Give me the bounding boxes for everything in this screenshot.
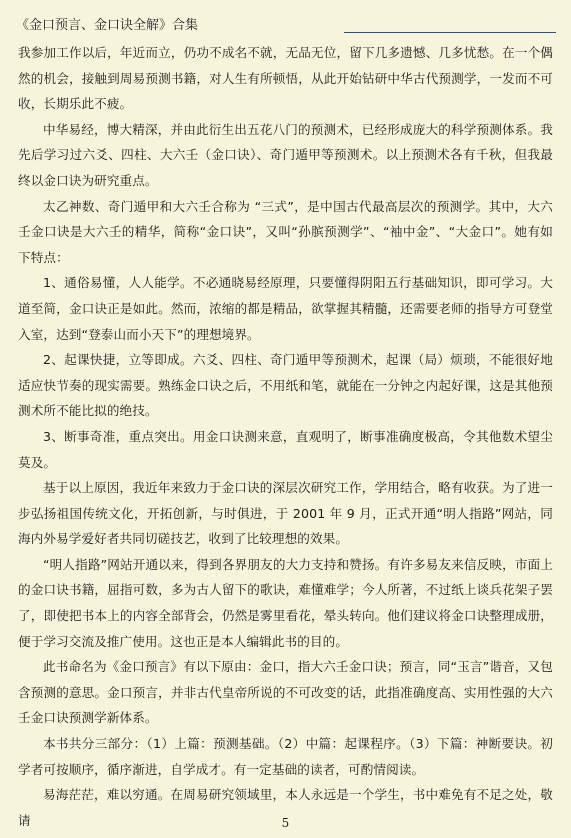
list-item: 1、通俗易懂，人人能学。不必通晓易经原理，只要懂得阴阳五行基础知识，即可学习。大道至简，金口诀正是如此。然而，浓缩的都是精品，欲掌握其精髓，还需要老师的指导方可登堂入室，达到“登泰山而小天下”的理想境界。 [18,275,553,342]
paragraph: 此书命名为《金口预言》有以下原由：金口，指大六壬金口诀；预言，同“玉言”谐音，又包含预测的意思。金口预言，并非古代皇帝所说的不可改变的话，此指准确度高、实用性强的大六壬金口诀预测学新体系。 [18,659,553,726]
body-text [18,40,553,833]
paragraph: “明人指路”网站开通以来，得到各界朋友的大力支持和赞扬。有许多易友来信反映，市面上的金口诀书籍，屈指可数，多为古人留下的歌诀，难懂难学；今人所著，不过纸上谈兵花架子罢了，即使把书本上的内容全部背会，仍然是雾里看花，晕头转向。他们建议将金口诀整理成册，便于学习交流及推广使用。这也正是本人编辑此书的目的。 [18,556,553,649]
list-item: 2、起课快捷，立等即成。六爻、四柱、奇门遁甲等预测术，起课（局）烦琐，不能很好地适应快节奏的现实需要。熟练金口诀之后，不用纸和笔，就能在一分钟之内起好课，这是其他预测术所不能比拟的绝技。 [18,352,553,419]
paragraph: 易海茫茫，难以穷通。在周易研究领域里，本人永远是一个学生，书中难免有不足之处，敬请 [18,787,553,828]
paragraph: 本书共分三部分：（1）上篇：预测基础。（2）中篇：起课程序。（3）下篇：神断要诀。初学者可按顺序，循序渐进，自学成才。有一定基础的读者，可酌情阅读。 [18,736,553,777]
paragraph: 我参加工作以后，年近而立，仍功不成名不就，无品无位，留下几多遗憾、几多忧愁。在一个偶然的机会，接触到周易预测书籍，对人生有所顿悟，从此开始钻研中华古代预测学，一发而不可收，长期乐此不疲。 [18,45,553,112]
header-rule [344,32,556,33]
paragraph: 中华易经，博大精深，并由此衍生出五花八门的预测术，已经形成庞大的科学预测体系。我先后学习过六爻、四柱、大六壬（金口诀）、奇门遁甲等预测术。以上预测术各有千秋，但我最终以金口诀为研究重点。 [18,121,553,188]
paragraph: 太乙神数、奇门遁甲和大六壬合称为 “三式”，是中国古代最高层次的预测学。其中，大六壬金口诀是大六壬的精华，简称“金口诀”，又叫“孙膑预测学”、“袖中金”、“大金口”。她有如下特点： [18,198,553,265]
header-title: 《金口预言、金口诀全解》合集 [16,18,199,33]
page-number: 5 [281,816,290,830]
running-header [16,18,546,36]
paragraph: 基于以上原因，我近年来致力于金口诀的深层次研究工作，学用结合，略有收获。为了进一步弘扬祖国传统文化，开拓创新，与时俱进，于 2001 年 9 月，正式开通“明人指路”网站，同海内外易学爱好者共同切磋技艺，收到了比较理想的效果。 [18,480,553,547]
list-item: 3、断事奇准，重点突出。用金口诀测来意，直观明了，断事准确度极高，令其他数术望尘莫及。 [18,428,553,470]
